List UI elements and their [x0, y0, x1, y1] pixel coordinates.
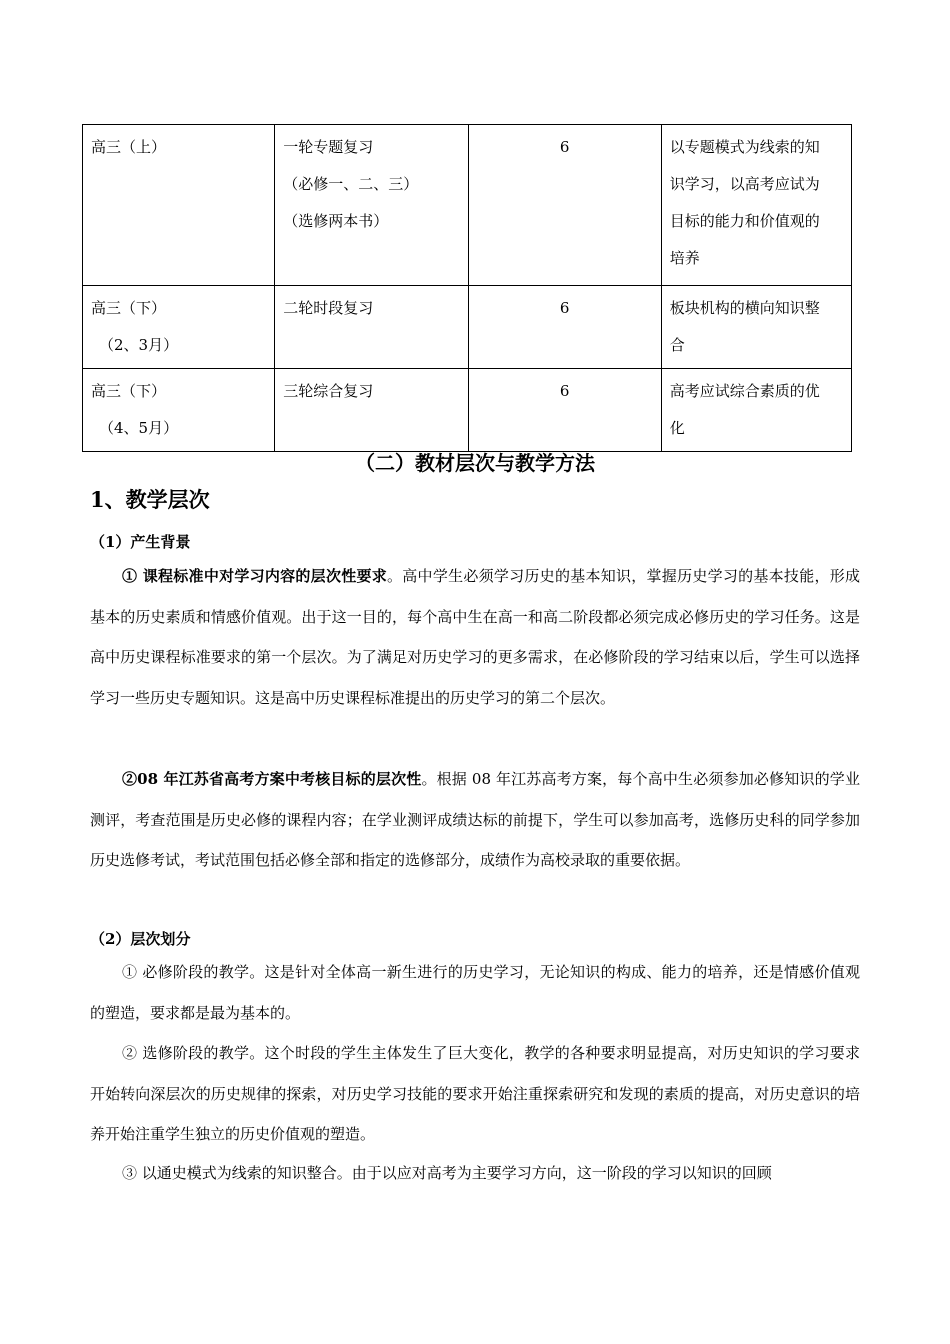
section-title: （二）教材层次与教学方法: [355, 451, 595, 475]
content-cell: 三轮综合复习: [275, 369, 468, 452]
heading-teaching-levels: 1、教学层次: [90, 487, 210, 512]
paragraph-curriculum-standard: ① 课程标准中对学习内容的层次性要求。高中学生必须学习历史的基本知识，掌握历史学习的基本技能，形成基本的历史素质和情感价值观。出于这一目的，每个高中生在高一和高二阶段都必须完成必修历史的学习任务。这是高中历史课程标准要求的第一个层次。为了满足对历史学习的更多需求，在必修阶段的学习结束以后，学生可以选择学习一些历史专题知识。这是高中历史课程标准提出的历史学习的第二个层次。: [90, 567, 860, 707]
paragraph-compulsory-stage: ① 必修阶段的教学。这是针对全体高一新生进行的历史学习，无论知识的构成、能力的培养，还是情感价值观的塑造，要求都是最为基本的。: [90, 963, 860, 1022]
table-row: [83, 125, 852, 286]
content-cell: 一轮专题复习 （必修一、二、三） （选修两本书）: [275, 125, 468, 286]
paragraph-lead: ① 课程标准中对学习内容的层次性要求: [122, 567, 388, 585]
subheading-level-division: （2）层次划分: [90, 930, 191, 948]
hours-cell: 6: [468, 369, 661, 452]
term-cell: 高三（上）: [83, 125, 275, 286]
paragraph-elective-stage: ② 选修阶段的教学。这个时段的学生主体发生了巨大变化，教学的各种要求明显提高，对历史知识的学习要求开始转向深层次的历史规律的探索，对历史学习技能的要求开始注重探索研究和发现的素质的提高，对历史意识的培养开始注重学生独立的历史价值观的塑造。: [90, 1044, 860, 1143]
paragraph-lead: ②08 年江苏省高考方案中考核目标的层次性: [122, 770, 422, 788]
goal-cell: 板块机构的横向知识整 合: [661, 286, 851, 369]
paragraph-exam-plan: ②08 年江苏省高考方案中考核目标的层次性。根据 08 年江苏高考方案，每个高中生必须参加必修知识的学业测评，考查范围是历史必修的课程内容；在学业测评成绩达标的前提下，学生可以参加高考，选修历史科的同学参加历史选修考试，考试范围包括必修全部和指定的选修部分，成绩作为高校录取的重要依据。: [90, 770, 860, 869]
content-cell: 二轮时段复习: [275, 286, 468, 369]
goal-cell: 高考应试综合素质的优 化: [661, 369, 851, 452]
hours-cell: 6: [468, 286, 661, 369]
subheading-background: （1）产生背景: [90, 533, 191, 551]
paragraph-knowledge-integration: ③ 以通史模式为线索的知识整合。由于以应对高考为主要学习方向，这一阶段的学习以知识的回顾: [122, 1164, 772, 1182]
table-row: [83, 286, 852, 369]
term-cell: 高三（下） （2、3月）: [83, 286, 275, 369]
review-schedule-table: [82, 124, 852, 452]
table-row: [83, 369, 852, 452]
goal-cell: 以专题模式为线索的知 识学习，以高考应试为 目标的能力和价值观的 培养: [661, 125, 851, 286]
hours-cell: 6: [468, 125, 661, 286]
term-cell: 高三（下） （4、5月）: [83, 369, 275, 452]
